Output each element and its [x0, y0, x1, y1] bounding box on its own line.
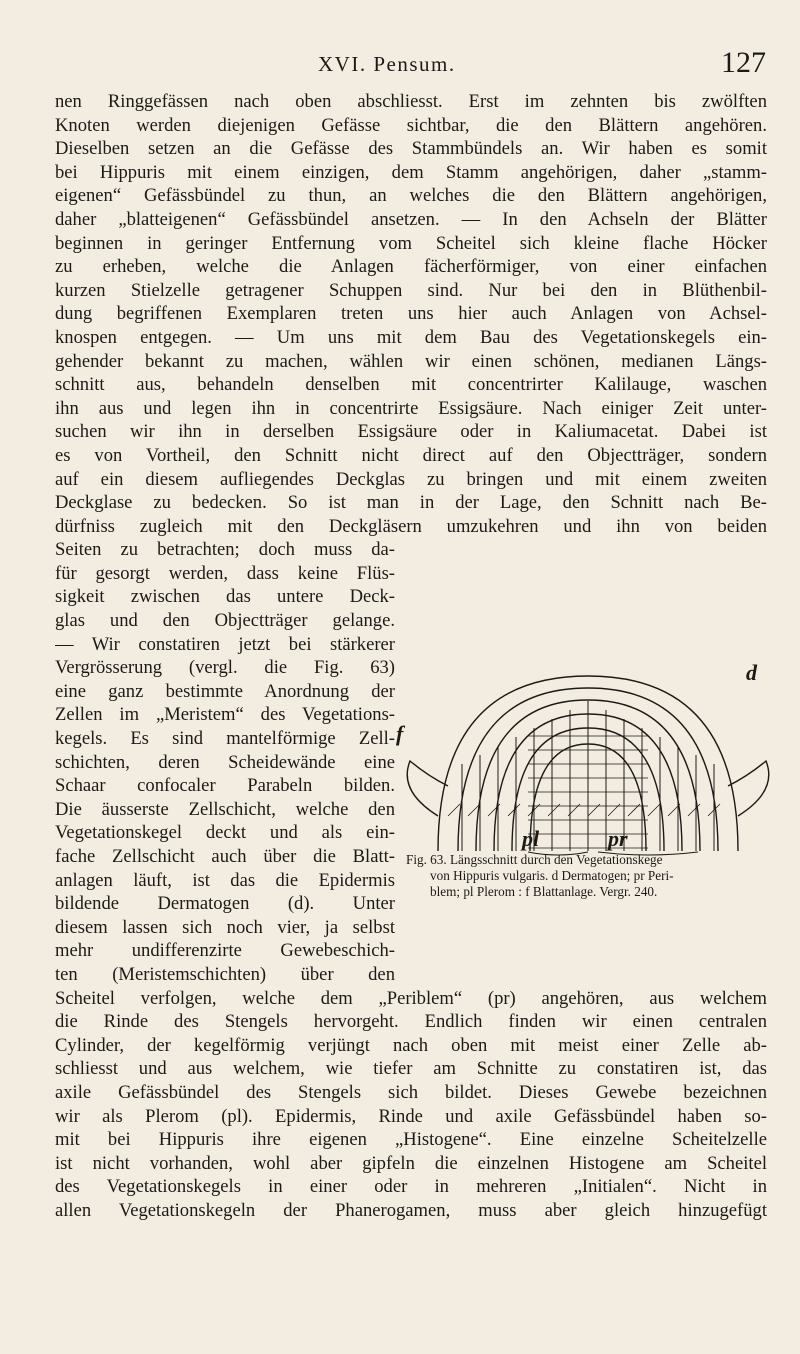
text-line: bildende Dermatogen (d). Unter: [55, 893, 395, 915]
text-line: — Wir constatiren jetzt bei stärkerer: [55, 633, 395, 655]
text-line: Die äusserste Zellschicht, welche den: [55, 798, 395, 820]
text-line: Vegetationskegel deckt und als ein-: [55, 822, 395, 844]
text-line: Dieselben setzen an die Gefässe des Stammbündels an. Wir haben es somit: [55, 138, 767, 160]
label-pl: pl: [522, 826, 540, 851]
text-line: Seiten zu betrachten; doch muss da-: [55, 539, 395, 561]
text-line: bei Hippuris mit einem einzigen, dem Stamm angehörigen, daher „stamm-: [55, 161, 767, 183]
text-line: kurzen Stielzelle getragener Schuppen sind. Nur bei den in Blüthenbil-: [55, 279, 767, 301]
page-number: 127: [721, 46, 766, 79]
text-line: Deckglase zu bedecken. So ist man in der Lage, den Schnitt nach Be-: [55, 492, 767, 514]
text-line: des Vegetationskegels in einer oder in mehreren „Initialen“. Nicht in: [55, 1176, 767, 1198]
text-line: schliesst und aus welchem, wie tiefer am Schnitte zu constatiren ist, das: [55, 1058, 767, 1080]
text-line: schichten, deren Scheidewände eine: [55, 751, 395, 773]
text-line: suchen wir ihn in derselben Essigsäure oder in Kaliumacetat. Dabei ist: [55, 421, 767, 443]
caption-line: blem; pl Plerom : f Blattanlage. Vergr. 240.: [430, 884, 658, 899]
page-header: [0, 46, 800, 92]
text-line: eine ganz bestimmte Anordnung der: [55, 680, 395, 702]
text-line: dürfniss zugleich mit den Deckgläsern umzukehren und ihn von beiden: [55, 515, 767, 537]
text-line: beginnen in geringer Entfernung vom Scheitel sich kleine flache Höcker: [55, 232, 767, 254]
running-head: XVI. Pensum.: [318, 52, 456, 76]
text-line: allen Vegetationskegeln der Phanerogamen, muss aber gleich hinzugefügt: [55, 1199, 767, 1221]
figure-63: [396, 660, 778, 966]
text-line: es von Vortheil, den Schnitt nicht direct auf den Objectträger, sondern: [55, 444, 767, 466]
text-line: kegels. Es sind mantelförmige Zell-: [55, 728, 395, 750]
text-line: knospen entgegen. — Um uns mit dem Bau des Vegetationskegels ein-: [55, 326, 767, 348]
text-line: axile Gefässbündel des Stengels sich bildet. Dieses Gewebe bezeichnen: [55, 1081, 767, 1103]
text-line: Scheitel verfolgen, welche dem „Periblem“ (pr) angehören, aus welchem: [55, 987, 767, 1009]
caption-line: Fig. 63. Längsschnitt durch den Vegetationskege: [406, 852, 663, 867]
text-line: gehender bekannt zu machen, wählen wir einen schönen, medianen Längs-: [55, 350, 767, 372]
text-line: mit bei Hippuris ihre eigenen „Histogene“. Eine einzelne Scheitelzelle: [55, 1129, 767, 1151]
text-line: sigkeit zwischen das untere Deck-: [55, 586, 395, 608]
cell-wall: [407, 761, 448, 816]
text-line: dung begriffenen Exemplaren treten uns hier auch Anlagen von Achsel-: [55, 303, 767, 325]
cell-wall: [448, 804, 460, 816]
text-line: mehr undifferenzirte Gewebeschich-: [55, 940, 395, 962]
body-text: [55, 90, 767, 1223]
text-line: auf ein diesem aufliegendes Deckglas zu bringen und mit einem zweiten: [55, 468, 767, 490]
figure-caption: [406, 852, 781, 900]
text-line: wir als Plerom (pl). Epidermis, Rinde und axile Gefässbündel haben so-: [55, 1105, 767, 1127]
cell-wall: [728, 761, 769, 816]
label-d: d: [746, 660, 757, 685]
text-line: daher „blatteigenen“ Gefässbündel ansetzen. — In den Achseln der Blätter: [55, 208, 767, 230]
text-line: ihn aus und legen ihn in concentrirte Essigsäure. Nach einiger Zeit unter-: [55, 397, 767, 419]
text-line: anlagen läuft, ist das die Epidermis: [55, 869, 395, 891]
text-line: Zellen im „Meristem“ des Vegetations-: [55, 704, 395, 726]
label-pr: pr: [608, 826, 628, 851]
cell-wall: [648, 804, 660, 816]
text-line: ten (Meristemschichten) über den: [55, 963, 395, 985]
text-line: die Rinde des Stengels hervorgeht. Endlich finden wir einen centralen: [55, 1011, 767, 1033]
text-line: diesem lassen sich noch vier, ja selbst: [55, 916, 395, 938]
text-line: ist nicht vorhanden, wohl aber gipfeln die einzelnen Histogene am Scheitel: [55, 1152, 767, 1174]
text-line: eigenen“ Gefässbündel zu thun, an welches die den Blättern angehörigen,: [55, 185, 767, 207]
vegetation-cone-drawing: [398, 666, 778, 856]
caption-line: von Hippuris vulgaris. d Dermatogen; pr Peri-: [430, 868, 674, 883]
text-line: Knoten werden diejenigen Gefässe sichtbar, die den Blättern angehören.: [55, 114, 767, 136]
text-line: Schaar confocaler Parabeln bilden.: [55, 775, 395, 797]
text-line: fache Zellschicht auch über die Blatt-: [55, 846, 395, 867]
paragraph-top: [55, 90, 767, 538]
paragraph-bottom: [55, 987, 767, 1223]
text-line: nen Ringgefässen nach oben abschliesst. Erst im zehnten bis zwölften: [55, 91, 767, 112]
text-line: für gesorgt werden, dass keine Flüs-: [55, 562, 395, 584]
text-line: Vergrösserung (vergl. die Fig. 63): [55, 657, 395, 679]
text-line: schnitt aus, behandeln denselben mit concentrirter Kalilauge, waschen: [55, 374, 767, 396]
text-line: glas und den Objectträger gelange.: [55, 610, 395, 632]
label-f: f: [396, 721, 404, 746]
text-line: Cylinder, der kegelförmig verjüngt nach oben mit meist einer Zelle ab-: [55, 1034, 767, 1056]
text-line: zu erheben, welche die Anlagen fächerförmiger, von einer einfachen: [55, 256, 767, 278]
